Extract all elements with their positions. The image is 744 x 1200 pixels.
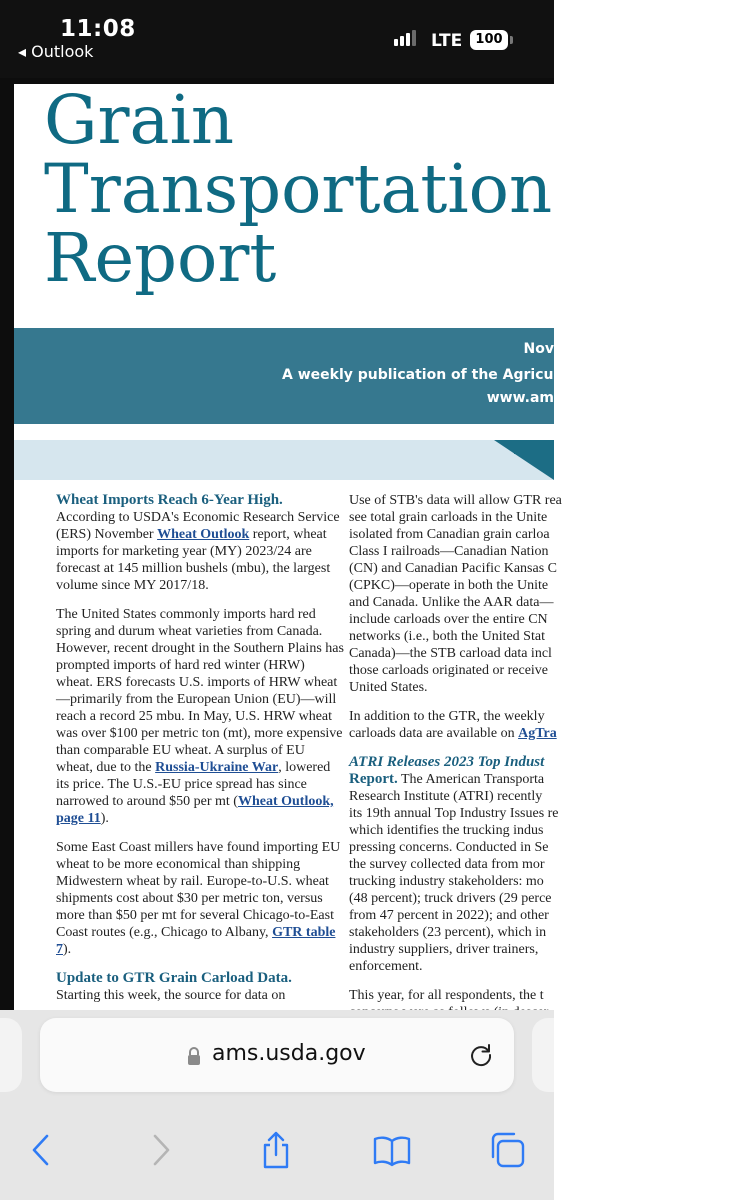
bookmarks-button[interactable] [372,1130,412,1170]
back-button[interactable] [22,1130,62,1170]
tabs-icon [488,1130,528,1170]
russia-ukraine-war-link[interactable]: Russia-Ukraine War [155,760,279,775]
paragraph [349,754,579,975]
share-icon [256,1130,296,1170]
banner-date: Nov [523,341,554,357]
article-column-left [56,492,344,1004]
wheat-outlook-page-link[interactable]: Wheat Outlook, page 11 [56,794,334,826]
paragraph [56,606,344,827]
banner-publication: A weekly publication of the Agricultural M [282,367,615,383]
text-line: and Canada. Unlike the AAR data— [349,595,554,610]
text-line: pressing concerns. Conducted in Se [349,840,549,855]
report-title: Grain Transportation Report [44,81,553,297]
decorative-triangle [494,440,554,480]
paragraph [56,839,344,958]
text-line: (CN) and Canadian Pacific Kansas C [349,561,557,576]
text-line: those carloads originated or receive [349,663,549,678]
paragraph-text: report, wheat imports for marketing year (MY) 2023/24 are forecast at 145 million bushels (mbu), the largest volume since MY 2017/18. [56,527,331,593]
text-line: see total grain carloads in the Unite [349,510,548,525]
article-heading-end: Report. [349,771,398,787]
text-line: trucking industry stakeholders: mo [349,874,544,889]
paragraph-text: Starting this week, the source for data on [56,988,286,1003]
paragraph-text: According to USDA's Economic Research Service (ERS) November [56,510,340,542]
text-line: This year, for all respondents, the t [349,988,544,1003]
paragraph [56,492,344,594]
forward-button[interactable] [140,1130,180,1170]
text-line: Canada)—the STB carload data incl [349,646,552,661]
text-line: Use of STB's data will allow GTR rea [349,493,562,508]
article-heading: Update to GTR Grain Carload Data. [56,970,292,986]
text-line: its 19th annual Top Industry Issues re [349,806,559,821]
text-line: (CPKC)—operate in both the Unite [349,578,549,593]
paragraph-text: carloads data are available on [349,726,519,741]
text-line: isolated from Canadian grain carloa [349,527,550,542]
back-to-app-link[interactable]: ◂ Outlook [18,42,94,61]
text-line: include carloads over the entire CN [349,612,548,627]
article-column-right [349,492,579,1033]
paragraph [349,492,579,696]
forward-icon [140,1130,180,1170]
text-line: stakeholders (23 percent), which in [349,925,547,940]
article-heading: Wheat Imports Reach 6-Year High. [56,492,283,508]
text-line [349,725,579,742]
back-icon [22,1130,62,1170]
bookmarks-icon [372,1130,412,1170]
text-line: In addition to the GTR, the weekly [349,709,545,724]
reload-icon[interactable] [468,1042,494,1068]
document-page [14,81,615,1010]
paragraph-text: The American Transporta [397,772,545,787]
signal-strength-icon [394,28,420,46]
battery-tip [510,36,513,44]
text-line: (48 percent); truck drivers (29 perce [349,891,552,906]
text-line: Research Institute (ATRI) recently [349,789,543,804]
decorative-stripe [14,440,554,480]
text-line: from 47 percent in 2022); and other [349,908,549,923]
text-line: which identifies the trucking indus [349,823,544,838]
share-button[interactable] [256,1130,296,1170]
paragraph-text: , lowered its price. The U.S.-EU price spread has since narrowed to around $50 per mt ( [56,760,331,809]
banner-url: www.am [486,390,554,406]
text-line: United States. [349,680,428,695]
tabs-button[interactable] [488,1130,528,1170]
browser-toolbar [0,1010,554,1200]
paragraph-text: Some East Coast millers have found importing EU wheat to be more economical than shipping Midwestern wheat by rail. Europe-to-U.S. wheat shipments cost about $30 per metric ton, versus more than $50 per mt for several Chicago-to-East Coast routes (e.g., Chicago to Albany, [56,840,341,940]
clock: 11:08 [60,16,136,42]
paragraph [349,708,579,742]
previous-tab-preview[interactable] [0,1018,22,1092]
paragraph-text: ). [63,942,72,957]
status-bar [0,0,554,78]
lock-icon [186,1046,202,1066]
article-heading: ATRI Releases 2023 Top Indust [349,754,545,770]
url-text[interactable]: ams.usda.gov [212,1041,366,1066]
paragraph-text: ). [100,811,109,826]
pdf-viewer[interactable] [0,78,615,1010]
text-line: Class I railroads—Canadian Nation [349,544,549,559]
text-line: industry suppliers, driver trainers, [349,942,539,957]
paragraph-text: The United States commonly imports hard red spring and durum wheat varieties from Canada. However, recent drought in the Southern Plains has prompted imports of hard red winter (HRW) wheat. ERS forecasts U.S. imports of HRW wheat—primarily from the European Union (EU)—will reach a record 25 mbu. In May, U.S. HRW wheat was over $100 per metric ton (mt), more expensive than comparable EU wheat. A surplus of EU wheat, due to the [56,607,344,775]
text-line [349,771,579,788]
text-line: the survey collected data from mor [349,857,545,872]
next-tab-preview[interactable] [532,1018,554,1092]
agtransport-link[interactable]: AgTra [518,726,557,741]
gtr-table-link[interactable]: GTR table 7 [56,925,336,957]
battery-icon: 100 [470,30,508,50]
text-line: enforcement. [349,959,423,974]
text-line: networks (i.e., both the United Stat [349,629,545,644]
paragraph [56,970,344,1004]
wheat-outlook-link[interactable]: Wheat Outlook [157,527,250,542]
header-banner [14,328,615,424]
network-type: LTE [431,31,463,51]
address-bar[interactable] [40,1018,514,1092]
